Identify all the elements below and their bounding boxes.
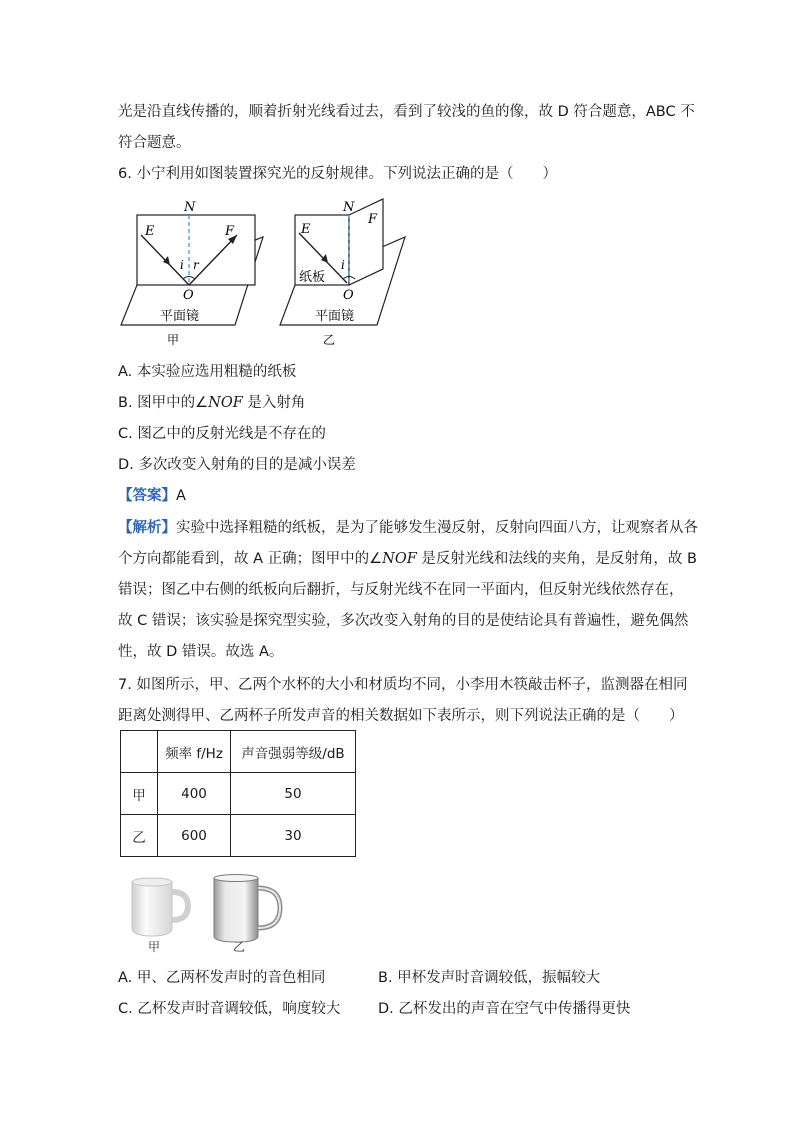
q6-option-b-post: 是入射角 <box>242 395 306 411</box>
q6-option-b-angle: NOF <box>208 395 243 411</box>
table-row <box>121 773 356 815</box>
q6-option-d: D. 多次改变入射角的目的是减小误差 <box>118 457 356 473</box>
label-O-jia: O <box>183 288 194 303</box>
table-cell: 甲 <box>121 773 158 815</box>
sound-data-table <box>120 730 356 857</box>
q6-analysis-4: 故 C 错误；该实验是探究型实验，多次改变入射角的目的是使结论具有普遍性，避免偶然 <box>118 613 689 629</box>
table-header-row <box>121 731 356 773</box>
figure-jia <box>120 200 263 347</box>
white-mug-image <box>132 878 188 936</box>
analysis-text-2-pre: 个方向都能看到，故 A 正确；图甲中的∠ <box>118 551 383 567</box>
table-cell: 乙 <box>121 815 158 857</box>
label-N-yi: N <box>343 200 355 215</box>
label-F-jia: F <box>225 224 235 239</box>
q6-analysis-5: 性，故 D 错误。故选 A。 <box>118 644 284 660</box>
q7-option-a: A. 甲、乙两杯发声时的音色相同 <box>118 970 326 986</box>
caption-jia: 甲 <box>167 333 180 347</box>
q6-stem: 6. 小宁利用如图装置探究光的反射规律。下列说法正确的是（ ） <box>118 166 557 182</box>
board-label-yi: 纸板 <box>299 270 326 285</box>
q7-option-d: D. 乙杯发出的声音在空气中传播得更快 <box>378 1001 631 1017</box>
answer-tag: 【答案】 <box>118 488 176 504</box>
table-header-cell: 频率 f/Hz <box>158 731 231 773</box>
q6-option-b <box>118 393 305 413</box>
q6-analysis-1 <box>118 518 698 538</box>
label-O-yi: O <box>343 288 354 303</box>
table-cell: 600 <box>158 815 231 857</box>
cup-caption-yi: 乙 <box>233 940 246 954</box>
table-header-cell: 声音强弱等级/dB <box>231 731 356 773</box>
q7-option-b: B. 甲杯发声时音调较低，振幅较大 <box>378 970 601 986</box>
q6-figure <box>115 193 415 353</box>
q6-answer <box>118 486 186 506</box>
analysis-text-2-post: 是反射光线和法线的夹角，是反射角，故 B <box>416 551 697 567</box>
label-i-jia: i <box>180 258 184 272</box>
q7-option-c: C. 乙杯发声时音调较低，响度较大 <box>118 1001 341 1017</box>
cup-caption-jia: 甲 <box>148 940 161 954</box>
q7-stem-1: 7. 如图所示，甲、乙两个水杯的大小和材质均不同，小李用木筷敲击杯子，监测器在相同 <box>118 677 688 693</box>
q6-option-c: C. 图乙中的反射光线是不存在的 <box>118 426 326 442</box>
table-cell: 400 <box>158 773 231 815</box>
mirror-label-jia: 平面镜 <box>160 309 200 324</box>
label-r-jia: r <box>193 258 199 272</box>
table-cell: 30 <box>231 815 356 857</box>
prev-answer-line-2: 符合题意。 <box>118 135 191 151</box>
label-E-yi: E <box>301 222 311 237</box>
analysis-tag: 【解析】 <box>118 520 176 536</box>
mirror-label-yi: 平面镜 <box>315 309 355 324</box>
q6-option-a: A. 本实验应选用粗糙的纸板 <box>118 364 297 380</box>
q6-analysis-3: 错误；图乙中右侧的纸板向后翻折，与反射光线不在同一平面内，但反射光线依然存在， <box>118 582 684 598</box>
glass-mug-image <box>214 875 280 943</box>
prev-answer-line-1: 光是沿直线传播的，顺着折射光线看过去，看到了较浅的鱼的像，故 D 符合题意，ABC 不 <box>118 104 695 120</box>
label-E-jia: E <box>145 224 155 239</box>
analysis-text-2-angle: NOF <box>382 551 417 567</box>
analysis-text-1: 实验中选择粗糙的纸板，是为了能够发生漫反射，反射向四面八方，让观察者从各 <box>176 520 698 536</box>
label-N-jia: N <box>184 200 196 215</box>
q6-option-b-pre: B. 图甲中的∠ <box>118 395 209 411</box>
q7-stem-2: 距离处测得甲、乙两杯子所发声音的相关数据如下表所示，则下列说法正确的是（ ） <box>118 708 684 724</box>
table-row <box>121 815 356 857</box>
table-cell: 50 <box>231 773 356 815</box>
figure-yi <box>280 199 405 347</box>
label-F-yi: F <box>368 212 378 227</box>
q6-analysis-2 <box>118 549 697 569</box>
label-i-yi: i <box>341 258 345 272</box>
caption-yi: 乙 <box>323 333 336 347</box>
answer-value: A <box>176 488 186 504</box>
table-header-cell <box>121 731 158 773</box>
